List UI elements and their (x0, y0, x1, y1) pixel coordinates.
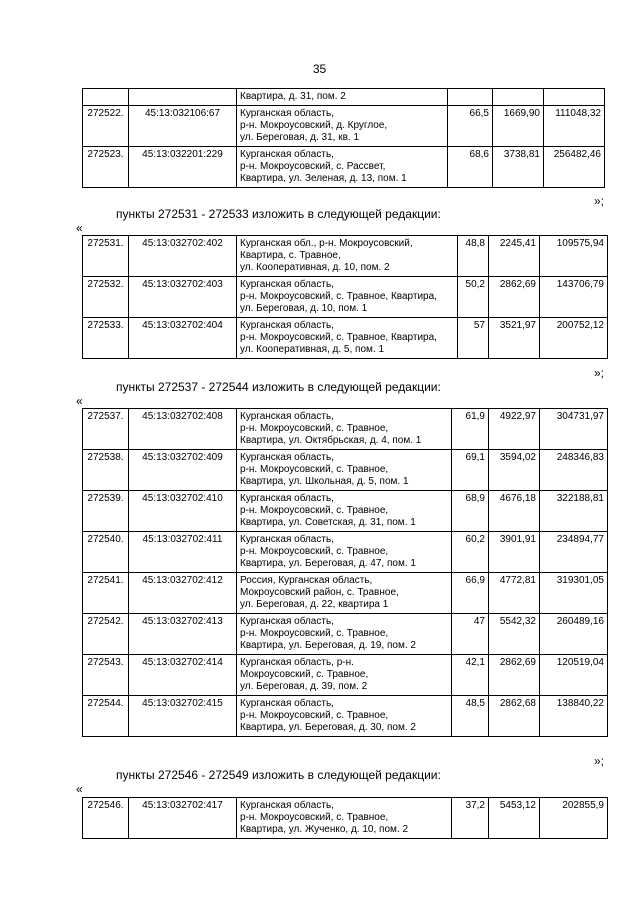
row-number-cell: 272544. (83, 696, 129, 737)
closing-quote: »; (594, 194, 605, 208)
area-cell: 66,9 (452, 573, 489, 614)
row-number-cell (83, 89, 129, 106)
area-cell: 42,1 (452, 655, 489, 696)
row-number-cell: 272522. (83, 106, 129, 147)
row-number-cell: 272532. (83, 277, 129, 318)
table-row (83, 89, 605, 106)
area-cell: 57 (458, 318, 489, 359)
table-row (83, 655, 608, 696)
address-cell: Россия, Курганская область, Мокроусовский район, с. Травное, ул. Береговая, д. 22, квартира 1 (237, 573, 452, 614)
registry-table-2 (82, 235, 608, 359)
cadastral-number-cell: 45:13:032702:404 (129, 318, 237, 359)
cadastral-number-cell: 45:13:032702:410 (129, 491, 237, 532)
area-cell: 66,5 (448, 106, 493, 147)
closing-quote: »; (594, 754, 605, 768)
rate-cell: 2862,69 (489, 277, 540, 318)
rate-cell: 2245,41 (489, 236, 540, 277)
cadastral-number-cell: 45:13:032702:409 (129, 450, 237, 491)
rate-cell: 4676,18 (489, 491, 540, 532)
row-number-cell: 272538. (83, 450, 129, 491)
table-row (83, 147, 605, 188)
area-cell: 48,8 (458, 236, 489, 277)
cadastral-number-cell: 45:13:032702:411 (129, 532, 237, 573)
opening-quote: « (76, 394, 83, 408)
table-row (83, 106, 605, 147)
address-cell: Курганская область, р-н. Мокроусовский, с. Рассвет, Квартира, ул. Зеленая, д. 13, пом. 1 (237, 147, 448, 188)
area-cell: 48,5 (452, 696, 489, 737)
rate-cell: 1669,90 (493, 106, 544, 147)
instruction-text: пункты 272531 - 272533 изложить в следующей редакции: (116, 207, 441, 221)
cadastral-number-cell: 45:13:032702:408 (129, 409, 237, 450)
value-cell: 304731,97 (540, 409, 608, 450)
address-cell: Курганская область, р-н. Мокроусовский, с. Травное, Квартира, ул. Кооперативная, д. 5, пом. 1 (237, 318, 458, 359)
rate-cell: 3594,02 (489, 450, 540, 491)
row-number-cell: 272541. (83, 573, 129, 614)
rate-cell (493, 89, 544, 106)
row-number-cell: 272542. (83, 614, 129, 655)
cadastral-number-cell: 45:13:032702:402 (129, 236, 237, 277)
address-cell: Курганская область, р-н. Мокроусовский, с. Травное, Квартира, ул. Береговая, д. 47, пом. 1 (237, 532, 452, 573)
area-cell: 68,6 (448, 147, 493, 188)
cadastral-number-cell: 45:13:032702:415 (129, 696, 237, 737)
table-row (83, 409, 608, 450)
value-cell: 143706,79 (540, 277, 608, 318)
address-cell: Курганская область, р-н. Мокроусовский, д. Круглое, ул. Береговая, д. 31, кв. 1 (237, 106, 448, 147)
rate-cell: 3738,81 (493, 147, 544, 188)
table-row (83, 450, 608, 491)
instruction-text: пункты 272537 - 272544 изложить в следующей редакции: (116, 380, 441, 394)
rate-cell: 3901,91 (489, 532, 540, 573)
table-row (83, 532, 608, 573)
value-cell: 138840,22 (540, 696, 608, 737)
address-cell: Курганская область, р-н. Мокроусовский, с. Травное, Квартира, ул. Октябрьская, д. 4, пом. 1 (237, 409, 452, 450)
value-cell: 248346,83 (540, 450, 608, 491)
address-cell: Курганская область, р-н. Мокроусовский, с. Травное, Квартира, ул. Береговая, д. 30, пом. 2 (237, 696, 452, 737)
opening-quote: « (76, 221, 83, 235)
rate-cell: 4772,81 (489, 573, 540, 614)
address-cell: Курганская область, р-н. Мокроусовский, с. Травное, Квартира, ул. Школьная, д. 5, пом. 1 (237, 450, 452, 491)
row-number-cell: 272539. (83, 491, 129, 532)
area-cell (448, 89, 493, 106)
address-cell: Курганская обл., р-н. Мокроусовский, Квартира, с. Травное, ул. Кооперативная, д. 10, пом. 2 (237, 236, 458, 277)
table-row (83, 236, 608, 277)
value-cell: 202855,9 (540, 798, 608, 839)
closing-quote: »; (594, 366, 605, 380)
rate-cell: 5542,32 (489, 614, 540, 655)
area-cell: 50,2 (458, 277, 489, 318)
address-cell: Курганская область, р-н. Мокроусовский, с. Травное, ул. Береговая, д. 39, пом. 2 (237, 655, 452, 696)
area-cell: 61,9 (452, 409, 489, 450)
opening-quote: « (76, 782, 83, 796)
cadastral-number-cell: 45:13:032106:67 (129, 106, 237, 147)
cadastral-number-cell: 45:13:032702:414 (129, 655, 237, 696)
rate-cell: 5453,12 (489, 798, 540, 839)
row-number-cell: 272533. (83, 318, 129, 359)
table-row (83, 696, 608, 737)
rate-cell: 4922,97 (489, 409, 540, 450)
value-cell: 256482,46 (544, 147, 605, 188)
address-cell: Курганская область, р-н. Мокроусовский, с. Травное, Квартира, ул. Береговая, д. 10, пом. 1 (237, 277, 458, 318)
row-number-cell: 272531. (83, 236, 129, 277)
rate-cell: 2862,68 (489, 696, 540, 737)
rate-cell: 2862,69 (489, 655, 540, 696)
instruction-text: пункты 272546 - 272549 изложить в следующей редакции: (116, 768, 441, 782)
value-cell: 200752,12 (540, 318, 608, 359)
table-row (83, 573, 608, 614)
area-cell: 47 (452, 614, 489, 655)
cadastral-number-cell: 45:13:032702:403 (129, 277, 237, 318)
table-row (83, 491, 608, 532)
value-cell: 120519,04 (540, 655, 608, 696)
value-cell (544, 89, 605, 106)
address-cell: Курганская область, р-н. Мокроусовский, с. Травное, Квартира, ул. Советская, д. 31, пом. 1 (237, 491, 452, 532)
table-row (83, 614, 608, 655)
cadastral-number-cell: 45:13:032702:413 (129, 614, 237, 655)
table-row (83, 318, 608, 359)
address-cell: Курганская область, р-н. Мокроусовский, с. Травное, Квартира, ул. Береговая, д. 19, пом. 2 (237, 614, 452, 655)
cadastral-number-cell (129, 89, 237, 106)
value-cell: 234894,77 (540, 532, 608, 573)
registry-table-1 (82, 88, 605, 188)
value-cell: 319301,05 (540, 573, 608, 614)
address-cell: Квартира, д. 31, пом. 2 (237, 89, 448, 106)
area-cell: 60,2 (452, 532, 489, 573)
value-cell: 260489,16 (540, 614, 608, 655)
row-number-cell: 272546. (83, 798, 129, 839)
cadastral-number-cell: 45:13:032702:412 (129, 573, 237, 614)
registry-table-3 (82, 408, 608, 737)
cadastral-number-cell: 45:13:032702:417 (129, 798, 237, 839)
row-number-cell: 272540. (83, 532, 129, 573)
area-cell: 37,2 (452, 798, 489, 839)
row-number-cell: 272543. (83, 655, 129, 696)
row-number-cell: 272537. (83, 409, 129, 450)
table-row (83, 277, 608, 318)
table-row (83, 798, 608, 839)
cadastral-number-cell: 45:13:032201:229 (129, 147, 237, 188)
address-cell: Курганская область, р-н. Мокроусовский, с. Травное, Квартира, ул. Жученко, д. 10, пом. 2 (237, 798, 452, 839)
rate-cell: 3521,97 (489, 318, 540, 359)
value-cell: 111048,32 (544, 106, 605, 147)
row-number-cell: 272523. (83, 147, 129, 188)
value-cell: 109575,94 (540, 236, 608, 277)
page-number: 35 (312, 62, 327, 76)
area-cell: 69,1 (452, 450, 489, 491)
value-cell: 322188,81 (540, 491, 608, 532)
registry-table-4 (82, 797, 608, 839)
area-cell: 68,9 (452, 491, 489, 532)
